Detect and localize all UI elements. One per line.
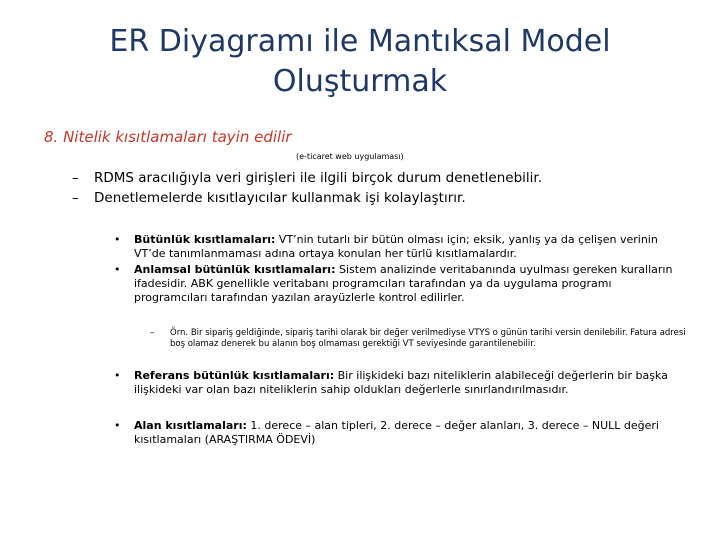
bullet-marker: • xyxy=(114,419,121,432)
example-subitem xyxy=(150,328,690,350)
bullet-marker: • xyxy=(114,233,121,246)
bullet-text xyxy=(134,263,674,305)
dash-item-text: Denetlemelerde kısıtlayıcılar kullanmak işi kolaylaştırır. xyxy=(94,190,466,206)
dash-marker: – xyxy=(150,328,155,338)
example-text: Örn. Bir sipariş geldiğinde, sipariş tarihi olarak bir değer verilmediyse VTYS o günün tarihi versin denilebilir. Fatura adresi boş olamaz denerek bu alanın boş olmaması gerektiği VT seviyesinde garantilenebilir. xyxy=(170,328,686,349)
slide-subtitle: 8. Nitelik kısıtlamaları tayin edilir xyxy=(44,128,292,146)
dash-item-2 xyxy=(72,190,466,206)
bullet-text xyxy=(134,419,674,447)
bullet-term: Alan kısıtlamaları: xyxy=(134,419,247,432)
dash-item-1 xyxy=(72,170,542,186)
bullet-semantic-constraints xyxy=(114,263,674,305)
bullet-marker: • xyxy=(114,263,121,276)
bullet-body: VT’nin tutarlı bir bütün olması için; eksik, yanlış ya da çelişen verinin VT’de tanımlanmaması adına ortaya konulan her türlü kısıtlamalardır. xyxy=(134,233,658,260)
bullet-body: Bir ilişkideki bazı niteliklerin alabileceği değerlerin bir başka ilişkideki var olan bazı niteliklerin sahip oldukları değerlerle sınırlandırılmasıdır. xyxy=(134,369,668,396)
title-line-2: Oluşturmak xyxy=(272,64,448,99)
bullet-integrity-constraints xyxy=(114,233,674,261)
bullet-body: Sistem analizinde veritabanında uyulması gereken kuralların ifadesidir. ABK genellikle veritabanı programcıları tarafından ya da uygulama programı programcıları tarafından yazılan arayüzlerle kontrol edilirler. xyxy=(134,263,673,304)
bullet-text xyxy=(134,233,674,261)
slide-title xyxy=(40,22,680,102)
bullet-term: Anlamsal bütünlük kısıtlamaları: xyxy=(134,263,336,276)
bullet-referential-constraints xyxy=(114,369,674,397)
bullet-marker: • xyxy=(114,369,121,382)
context-note: (e-ticaret web uygulaması) xyxy=(296,152,404,161)
bullet-body: 1. derece – alan tipleri, 2. derece – değer alanları, 3. derece – NULL değeri kısıtlamaları (ARAŞTIRMA ÖDEVİ) xyxy=(134,419,659,446)
dash-item-text: RDMS aracılığıyla veri girişleri ile ilgili birçok durum denetlenebilir. xyxy=(94,170,542,186)
bullet-term: Bütünlük kısıtlamaları: xyxy=(134,233,276,246)
title-line-1: ER Diyagramı ile Mantıksal Model xyxy=(109,24,611,59)
dash-marker: – xyxy=(72,190,79,206)
bullet-domain-constraints xyxy=(114,419,674,447)
bullet-text xyxy=(134,369,674,397)
bullet-term: Referans bütünlük kısıtlamaları: xyxy=(134,369,335,382)
dash-marker: – xyxy=(72,170,79,186)
